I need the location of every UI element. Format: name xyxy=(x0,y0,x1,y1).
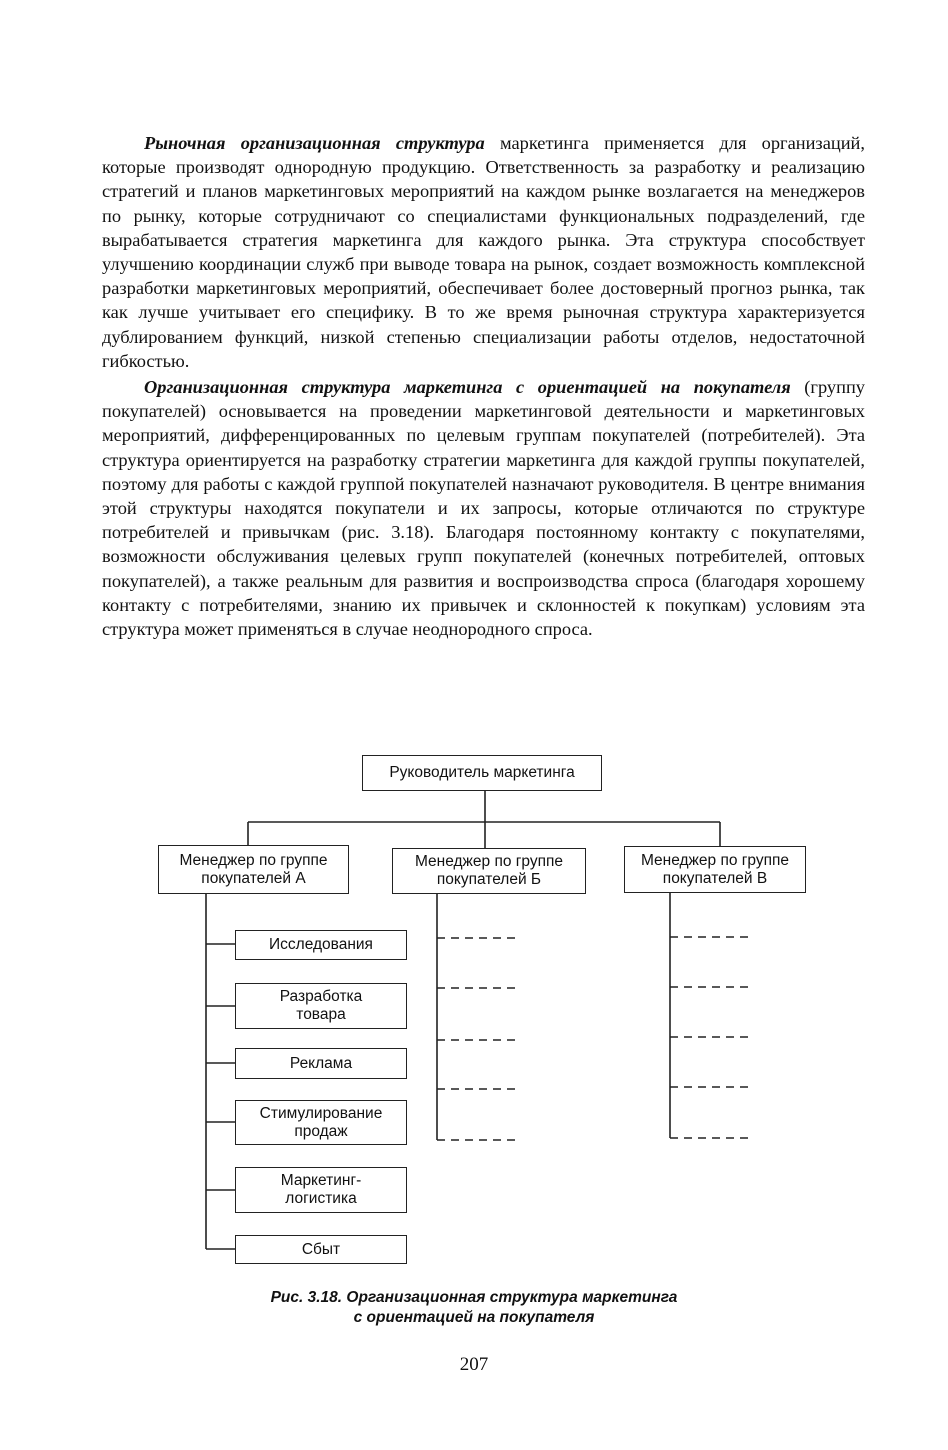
paragraph-customer-structure xyxy=(102,375,865,641)
marketing-head-box: Руководитель маркетинга xyxy=(362,755,602,791)
paragraph-1-lead: Рыночная организационная структура xyxy=(144,133,485,153)
function-advertising-box: Реклама xyxy=(235,1048,407,1079)
manager-group-a-box: Менеджер по группе покупателей А xyxy=(158,845,349,894)
function-sales-box: Сбыт xyxy=(235,1235,407,1264)
paragraph-2-body: (группу покупателей) основывается на проведении маркетинговой деятельности и маркетинговых мероприятий, дифференцированных по целевым группам покупателей (потребителей). Эта структура ориентируется на разработку стратегии маркетинга для каждой группы покупателей, поэтому для работы с каждой группой покупателей назначают руководителя. В центре внимания этой структуры находятся покупатели и их запросы, которые отличаются по структуре потребителей и привычкам (рис. 3.18). Благодаря постоянному контакту с покупателями, возможности обслуживания целевых групп покупателей (конечных потребителей, оптовых покупателей), а также реальным для развития и воспроизводства спроса (благодаря хорошему контакту с потребителями, знанию их привычек и склонностей к покупкам) условиям эта структура может применяться в случае неоднородного спроса. xyxy=(102,377,865,640)
body-text xyxy=(102,131,865,641)
paragraph-2-lead: Организационная структура маркетинга с ориентацией на покупателя xyxy=(144,377,791,398)
function-sales-promotion-box: Стимулирование продаж xyxy=(235,1100,407,1145)
figure-caption: Рис. 3.18. Организационная структура маркетинга с ориентацией на покупателя xyxy=(270,1289,678,1326)
function-product-development-box: Разработка товара xyxy=(235,983,407,1029)
function-research-box: Исследования xyxy=(235,930,407,960)
page-number: 207 xyxy=(459,1354,489,1375)
paragraph-market-structure xyxy=(102,131,865,373)
paragraph-1-body: маркетинга применяется для организаций, которые производят однородную продукцию. Ответственность за разработку и реализацию стратегий и планов маркетинговых мероприятий на каждом рынке возлагается на менеджеров по рынку, которые сотрудничают со специалистами функциональных подразделений, где вырабатывается стратегия маркетинга для каждого рынка. Эта структура способствует улучшению координации служб при выводе товара на рынок, создает возможность комплексной разработки маркетинговых мероприятий, обеспечивает более достоверный прогноз рынка, так как лучше учитывает его специфику. В то же время рыночная структура характеризуется дублированием функций, низкой степенью специализации работы отделов, недостаточной гибкостью. xyxy=(102,133,865,371)
manager-group-b-box: Менеджер по группе покупателей Б xyxy=(392,848,586,894)
function-logistics-box: Маркетинг- логистика xyxy=(235,1167,407,1213)
manager-group-c-box: Менеджер по группе покупателей В xyxy=(624,846,806,893)
